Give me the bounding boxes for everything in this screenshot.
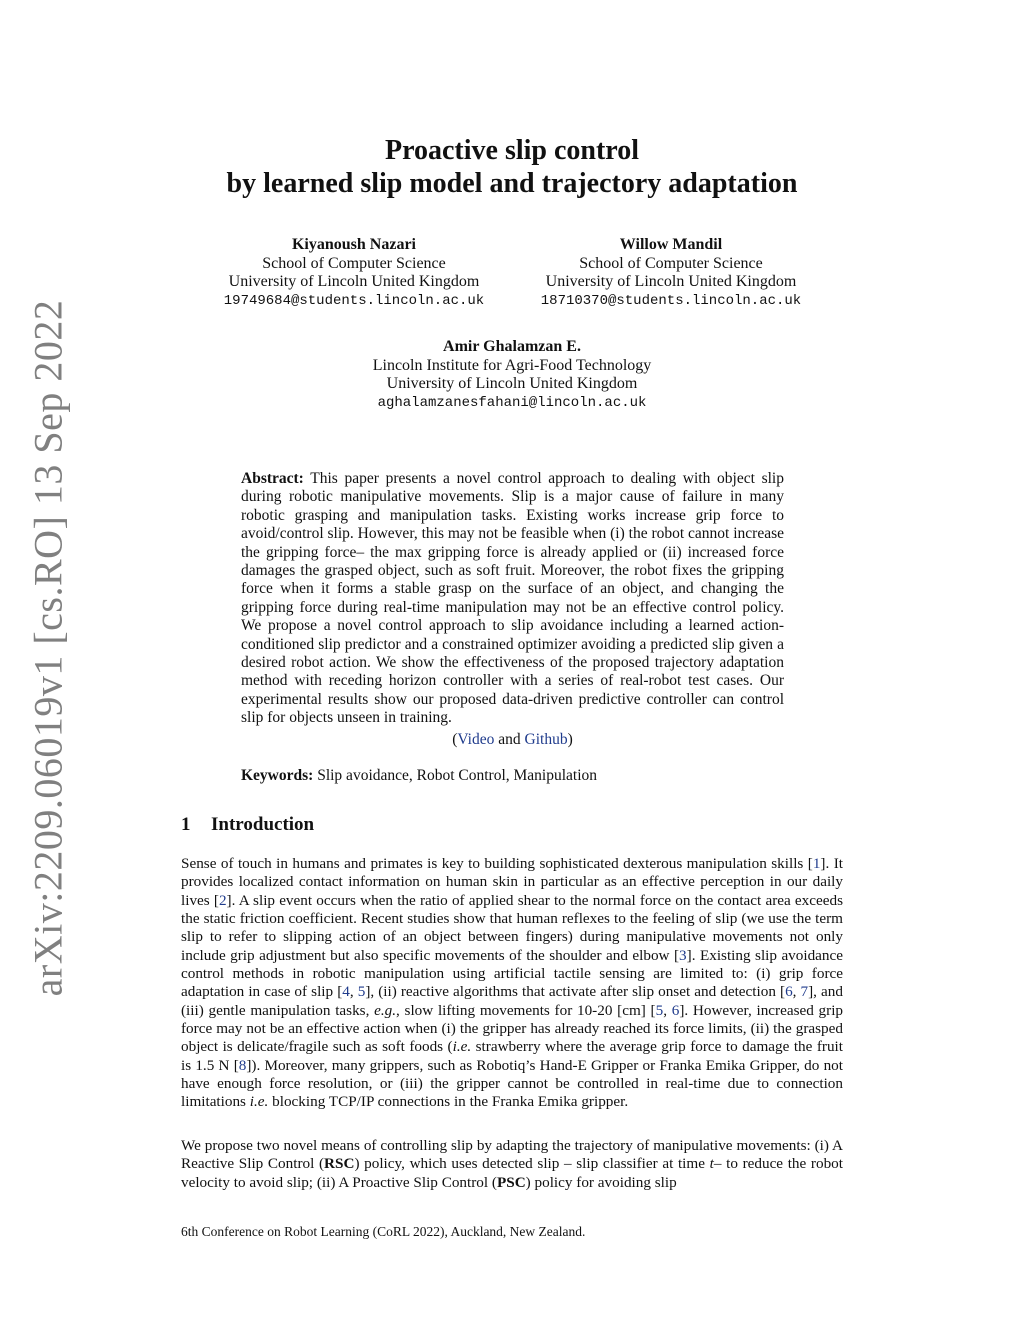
project-links: (Video and Github): [452, 731, 573, 748]
author-name: Kiyanoush Nazari: [291, 236, 416, 253]
citation-link[interactable]: 7: [800, 983, 809, 1001]
author-affiliation: School of Computer Science: [579, 254, 763, 272]
citation-link[interactable]: 2: [218, 891, 227, 909]
section-title: Introduction: [211, 814, 315, 835]
citation-link[interactable]: 8: [238, 1056, 247, 1074]
video-link[interactable]: Video: [457, 731, 495, 748]
author-affiliation: Lincoln Institute for Agri-Food Technology: [372, 356, 652, 374]
citation-link[interactable]: 6: [785, 983, 793, 1001]
citation-link[interactable]: 5: [357, 983, 366, 1001]
conference-footer: 6th Conference on Robot Learning (CoRL 2022), Auckland, New Zealand.: [181, 1224, 586, 1239]
abstract: [241, 470, 784, 728]
citation-link[interactable]: 1: [812, 855, 821, 872]
intro-paragraph-1: Sense of touch in humans and primates is key to building sophisticated dexterous manipulation skills [1]. It provides localized contact information on human skin in particular as an effective perception in our daily lives [2]. A slip event occurs when the ratio of applied shear to the normal force on the contact area exceeds the static friction coefficient. Recent studies show that human reflexes to the feeling of slip (we use the term slip to refer to slipping action of an object between fingers) during manipulative movements not only include grip adjustment but also specific movements of the shoulder and elbow [3]. Existing slip avoidance control methods in robotic manipulation using artificial tactile sensing are limited to: (i) grip force adaptation in case of slip [4, 5], (ii) reactive algorithms that activate after slip onset and detection [6, 7], and (iii) gentle manipulation tasks, e.g., slow lifting movements for 10-20 [cm] [5, 6]. However, increased grip force may not be an effective action when (i) the gripper has already reached its force limits, (ii) the grasped object is delicate/fragile such as soft foods (i.e. strawberry where the average grip force to damage the fruit is 1.5 N [8]). Moreover, many grippers, such as Robotiq’s Hand-E Gripper or Franka Emika Gripper, do not have enough force resolution, or (iii) the gripper cannot be controlled in real-time due to connection limitations i.e. blocking TCP/IP connections in the Franka Emika gripper.: [181, 855, 844, 1111]
author-block-2: [513, 236, 829, 310]
citation-link[interactable]: 6: [671, 1001, 680, 1019]
author-affiliation: University of Lincoln United Kingdom: [386, 375, 638, 392]
author-name: Willow Mandil: [619, 236, 723, 253]
citation-link[interactable]: 4: [342, 983, 350, 1001]
author-affiliation: University of Lincoln United Kingdom: [545, 273, 797, 290]
author-block-1: [196, 236, 512, 310]
keywords-text: Slip avoidance, Robot Control, Manipulation: [313, 767, 598, 784]
paper-title: [160, 134, 864, 200]
author-email: 19749684@students.lincoln.ac.uk: [223, 292, 485, 309]
intro-paragraph-2: We propose two novel means of controlling slip by adapting the trajectory of manipulative movements: (i) A Reactive Slip Control (RSC) policy, which uses detected slip – slip classifier at time t– to reduce the robot velocity to avoid slip; (ii) A Proactive Slip Control (PSC) policy for avoiding slip: [181, 1137, 843, 1191]
author-affiliation: University of Lincoln United Kingdom: [228, 273, 480, 290]
section-heading: [181, 814, 314, 836]
section-number: 1: [181, 814, 191, 835]
abstract-text: This paper presents a novel control approach to dealing with object slip during robotic manipulative movements. Slip is a major cause of failure in many robotic grasping and manipulation tasks. Existing works increase grip force to avoid/control slip. However, this may not be feasible when (i) the robot cannot increase the gripping force– the max gripping force is already applied or (ii) increased force damages the grasped object, such as soft fruit. Moreover, the robot fixes the gripping force when it forms a stable grasp on the surface of an object, and changing the gripping force during real-time manipulation may not be an effective control policy. We propose a novel control approach to slip avoidance including a learned action-conditioned slip predictor and a constrained optimizer avoiding a predicted slip given a desired robot action. We show the effectiveness of the proposed trajectory adaptation method with receding horizon controller with a series of real-robot test cases. Our experimental results show our proposed data-driven predictive controller can control slip for objects unseen in training.: [241, 470, 785, 727]
keywords: [241, 767, 784, 785]
keywords-label: Keywords:: [241, 767, 314, 784]
author-email: 18710370@students.lincoln.ac.uk: [540, 292, 802, 309]
title-line-1: Proactive slip control: [384, 135, 640, 166]
title-line-2: by learned slip model and trajectory adaptation: [226, 168, 798, 199]
arxiv-identifier: arXiv:2209.06019v1 [cs.RO] 13 Sep 2022: [25, 299, 71, 997]
citation-link[interactable]: 5: [655, 1001, 664, 1019]
github-link[interactable]: Github: [524, 731, 568, 748]
author-block-3: [312, 338, 712, 412]
author-affiliation: School of Computer Science: [262, 254, 446, 272]
author-email: aghalamzanesfahani@lincoln.ac.uk: [377, 394, 647, 411]
author-name: Amir Ghalamzan E.: [443, 338, 581, 355]
citation-link[interactable]: 3: [679, 946, 687, 964]
abstract-label: Abstract:: [241, 470, 304, 487]
